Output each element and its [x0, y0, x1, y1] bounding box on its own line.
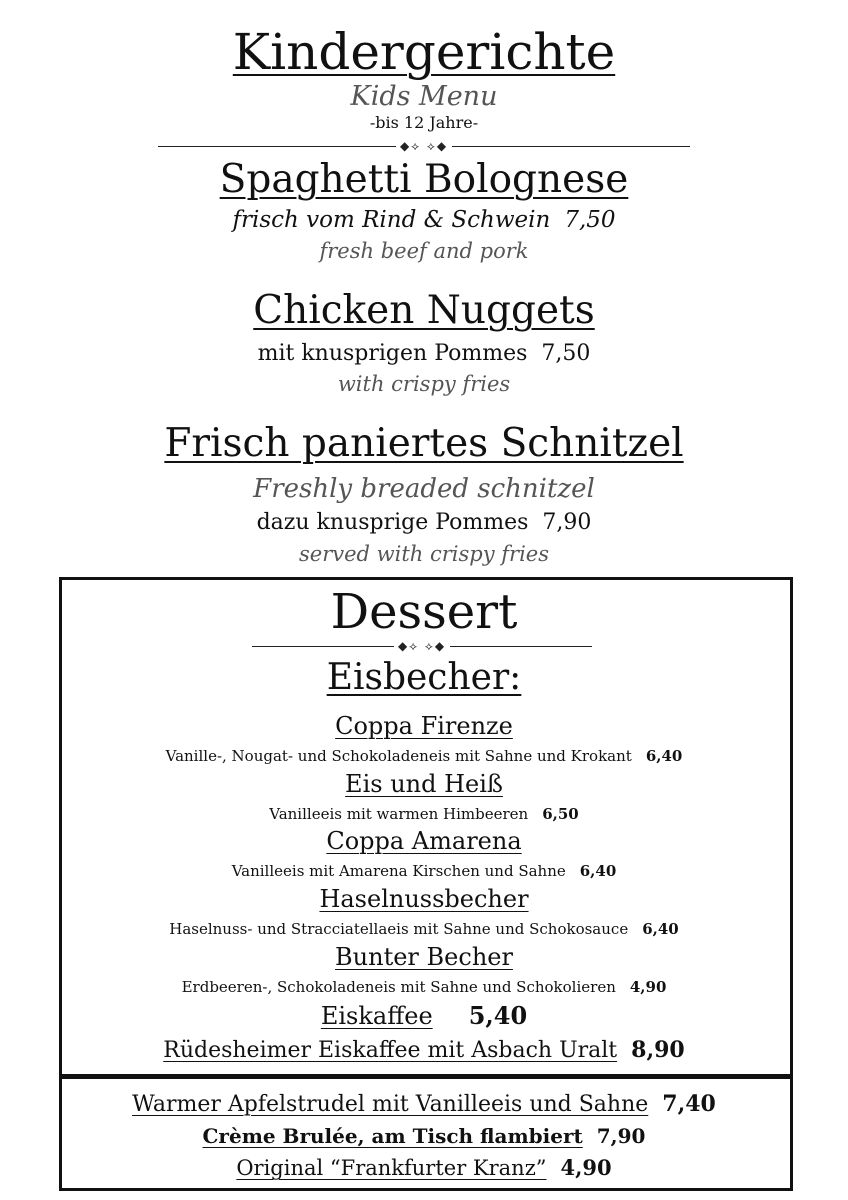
dish-description-en: fresh beef and pork [319, 239, 529, 263]
dish-line [0, 507, 848, 539]
eiskaffee-line [0, 1000, 848, 1032]
eiskaffee-price: 5,40 [468, 1001, 528, 1030]
dish-line [0, 204, 848, 236]
dessert-section-title: Eisbecher: [326, 657, 522, 698]
dessert-item-price: 4,90 [629, 978, 667, 996]
kids-age-note: -bis 12 Jahre- [369, 113, 479, 132]
ruedesheimer-name: Rüdesheimer Eiskaffee mit Asbach Uralt [163, 1038, 618, 1063]
dish-price: 7,90 [542, 510, 592, 535]
dessert-item-description: Erdbeeren-, Schokoladeneis mit Sahne und Schokolieren [181, 978, 616, 996]
dish-name: Frisch paniertes Schnitzel [164, 421, 684, 466]
dish-name: Spaghetti Bolognese [219, 157, 629, 202]
dessert-item-description: Vanille-, Nougat- und Schokoladeneis mit Sahne und Krokant [165, 747, 632, 765]
dish-description: dazu knusprige Pommes [256, 510, 529, 535]
dish-description-en-top: Freshly breaded schnitzel [253, 474, 595, 504]
dish-name: Chicken Nuggets [253, 288, 595, 333]
eiskaffee-name: Eiskaffee [320, 1002, 433, 1030]
dessert-item-line [0, 860, 848, 882]
dessert-item-line [0, 976, 848, 998]
dessert-item-name: Eis und Heiß [345, 770, 503, 798]
dish-description-en: with crispy fries [337, 372, 511, 396]
dessert-item-name: Haselnussbecher [319, 885, 529, 913]
dessert-item-price: 6,40 [645, 747, 683, 765]
extra-item-line [0, 1153, 848, 1183]
extra-item-price: 7,90 [596, 1124, 646, 1148]
dish-description: mit knusprigen Pommes [257, 341, 528, 366]
dessert-item-line [0, 745, 848, 767]
dessert-item-line [0, 918, 848, 940]
extra-item-name: Original “Frankfurter Kranz” [236, 1156, 547, 1180]
dessert-item-description: Haselnuss- und Stracciatellaeis mit Sahne und Schokosauce [169, 920, 629, 938]
dessert-divider [252, 640, 592, 652]
dish-price: 7,50 [541, 341, 591, 366]
kids-subtitle: Kids Menu [350, 81, 498, 112]
extra-item-name: Warmer Apfelstrudel mit Vanilleeis und Sahne [132, 1092, 649, 1117]
ornament-icon: ◆⟡ ⟡◆ [399, 139, 449, 153]
dessert-item-description: Vanilleeis mit warmen Himbeeren [269, 805, 529, 823]
kids-title: Kindergerichte [232, 23, 616, 81]
dessert-item-price: 6,40 [642, 920, 679, 938]
extra-item-line [0, 1121, 848, 1151]
kids-divider [158, 140, 690, 152]
dessert-item-price: 6,50 [542, 805, 579, 823]
extra-item-price: 4,90 [560, 1155, 612, 1180]
ruedesheimer-price: 8,90 [631, 1037, 685, 1063]
dish-description-en: served with crispy fries [299, 542, 549, 566]
dessert-title: Dessert [330, 584, 518, 640]
ruedesheimer-line [0, 1034, 848, 1067]
dessert-item-name: Coppa Amarena [326, 827, 522, 855]
dessert-item-line [0, 803, 848, 825]
dessert-item-name: Bunter Becher [335, 943, 513, 971]
dish-line [0, 338, 848, 370]
extra-item-name: Crème Brulée, am Tisch flambiert [202, 1124, 583, 1148]
ornament-icon: ◆⟡ ⟡◆ [397, 639, 447, 653]
extra-item-price: 7,40 [662, 1091, 716, 1117]
dessert-item-description: Vanilleeis mit Amarena Kirschen und Sahne [231, 862, 566, 880]
extra-item-line [0, 1088, 848, 1121]
dessert-item-name: Coppa Firenze [335, 712, 513, 740]
dessert-item-price: 6,40 [579, 862, 617, 880]
dish-description: frisch vom Rind & Schwein [232, 207, 551, 233]
dish-price: 7,50 [564, 207, 616, 233]
